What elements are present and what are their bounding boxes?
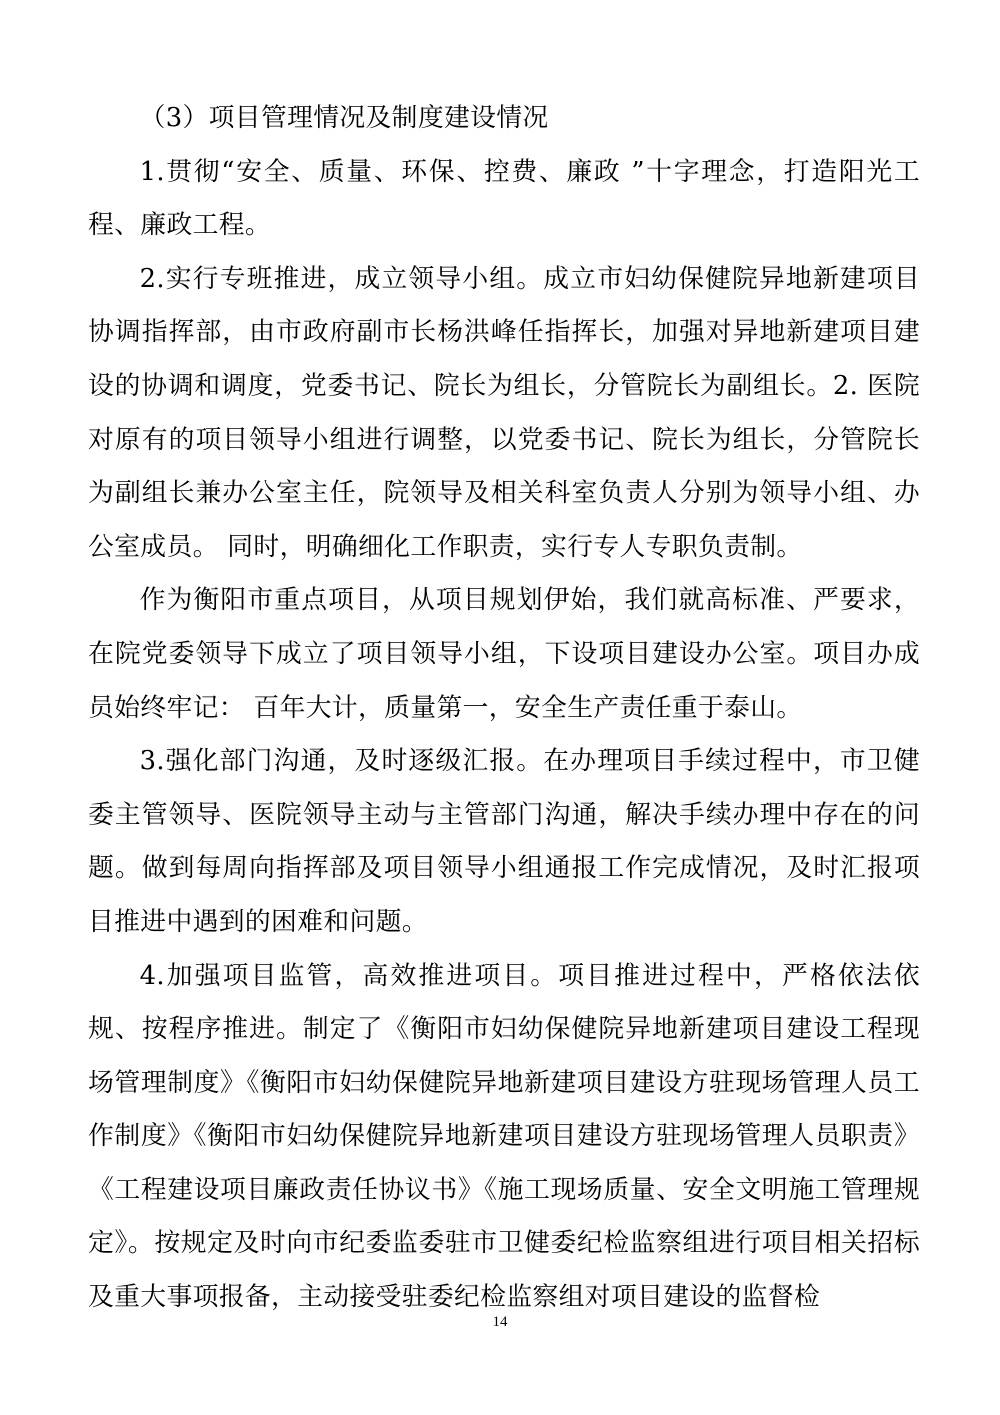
- section-heading: （3）项目管理情况及制度建设情况: [139, 103, 549, 133]
- document-body: [88, 92, 920, 1325]
- paragraph-5: 4.加强项目监管，高效推进项目。项目推进过程中，严格依法依规、按程序推进。制定了《衡阳市妇幼保健院异地新建项目建设工程现场管理制度》《衡阳市妇幼保健院异地新建项目建设方驻现场管理人员工作制度》《衡阳市妇幼保健院异地新建项目建设方驻现场管理人员职责》《工程建设项目廉政责任协议书》《施工现场质量、安全文明施工管理规定》。按规定及时向市纪委监委驻市卫健委纪检监察组进行项目相关招标及重大事项报备，主动接受驻委纪检监察组对项目建设的监督检: [88, 960, 920, 1313]
- page-number: 14: [492, 1314, 508, 1330]
- paragraph-1: 1.贯彻“安全、质量、环保、控费、廉政 ”十字理念，打造阳光工程、廉政工程。: [88, 156, 920, 241]
- paragraph-2: 2.实行专班推进，成立领导小组。成立市妇幼保健院异地新建项目协调指挥部，由市政府副市长杨洪峰任指挥长，加强对异地新建项目建设的协调和调度，党委书记、院长为组长，分管院长为副组长。2. 医院对原有的项目领导小组进行调整，以党委书记、院长为组长，分管院长为副组长兼办公室主任，院领导及相关科室负责人分别为领导小组、办公室成员。 同时，明确细化工作职责，实行专人专职负责制。: [88, 263, 920, 562]
- paragraph-4: 3.强化部门沟通，及时逐级汇报。在办理项目手续过程中，市卫健委主管领导、医院领导主动与主管部门沟通，解决手续办理中存在的问题。做到每周向指挥部及项目领导小组通报工作完成情况，及时汇报项目推进中遇到的困难和问题。: [88, 746, 920, 937]
- paragraph-3: 作为衡阳市重点项目，从项目规划伊始，我们就高标准、严要求，在院党委领导下成立了项目领导小组，下设项目建设办公室。项目办成员始终牢记： 百年大计，质量第一，安全生产责任重于泰山。: [88, 585, 920, 723]
